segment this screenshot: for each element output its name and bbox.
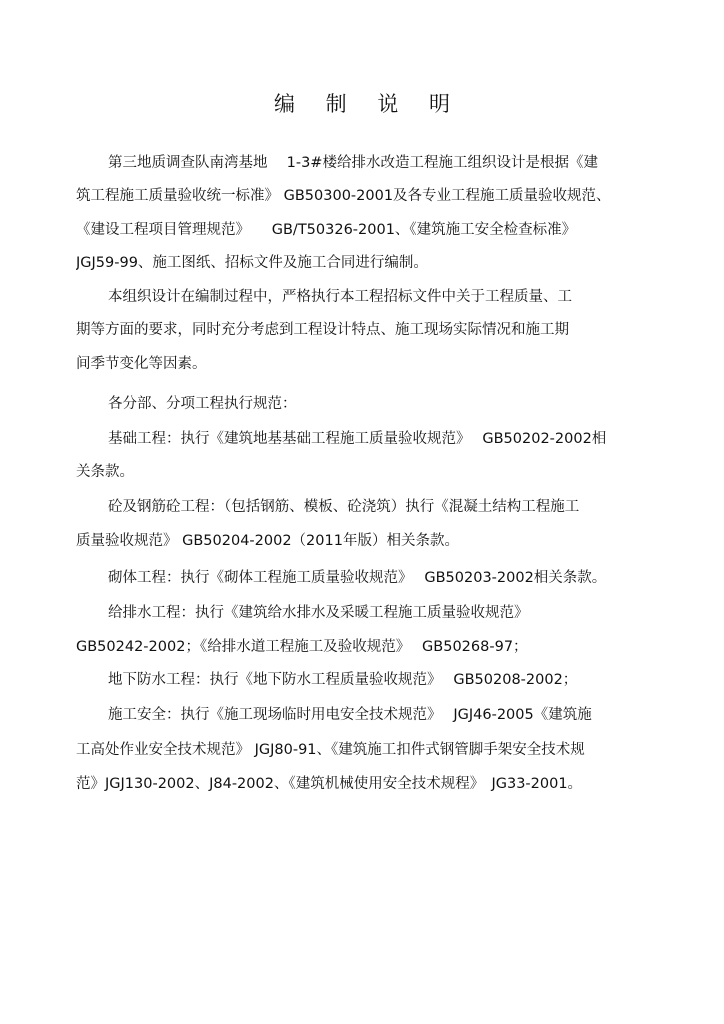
paragraph-line: 范》JGJ130-2002、J84-2002、《建筑机械使用安全技术规程》 JG33-2001。 <box>76 776 583 792</box>
paragraph-line: 砌体工程：执行《砌体工程施工质量验收规范》 GB50203-2002相关条款。 <box>108 570 607 586</box>
paragraph-line: 间季节变化等因素。 <box>76 356 207 372</box>
paragraph-line: 砼及钢筋砼工程：（包括钢筋、模板、砼浇筑）执行《混凝土结构工程施工 <box>108 499 580 515</box>
paragraph-line: 本组织设计在编制过程中，严格执行本工程招标文件中关于工程质量、工 <box>108 289 572 305</box>
paragraph-line: 给排水工程：执行《建筑给水排水及采暖工程施工质量验收规范》 <box>108 605 529 621</box>
paragraph-line: 期等方面的要求，同时充分考虑到工程设计特点、施工现场实际情况和施工期 <box>76 322 569 338</box>
paragraph-line: 施工安全：执行《施工现场临时用电安全技术规范》 JGJ46-2005《建筑施 <box>108 707 592 723</box>
paragraph-line: GB50242-2002；《给排水道工程施工及验收规范》 GB50268-97； <box>76 639 528 655</box>
document-title: 编 制 说 明 <box>273 92 463 116</box>
paragraph-line: 第三地质调查队南湾基地 1-3#楼给排水改造工程施工组织设计是根据《建 <box>108 155 598 171</box>
paragraph-line: 基础工程：执行《建筑地基基础工程施工质量验收规范》 GB50202-2002相 <box>108 431 607 447</box>
paragraph-line: 工高处作业安全技术规范》 JGJ80-91、《建筑施工扣件式钢管脚手架安全技术规 <box>76 742 585 758</box>
paragraph-line: 地下防水工程：执行《地下防水工程质量验收规范》 GB50208-2002； <box>108 672 578 688</box>
paragraph-line: 《建设工程项目管理规范》 GB/T50326-2001、《建筑施工安全检查标准》 <box>76 222 577 238</box>
paragraph-line: 筑工程施工质量验收统一标准》 GB50300-2001及各专业工程施工质量验收规范、 <box>76 188 611 204</box>
paragraph-line: 质量验收规范》 GB50204-2002（2011年版）相关条款。 <box>76 533 459 549</box>
paragraph-line: JGJ59-99、施工图纸、招标文件及施工合同进行编制。 <box>76 255 428 271</box>
paragraph-line: 关条款。 <box>76 464 134 480</box>
paragraph-line: 各分部、分项工程执行规范： <box>108 396 297 412</box>
